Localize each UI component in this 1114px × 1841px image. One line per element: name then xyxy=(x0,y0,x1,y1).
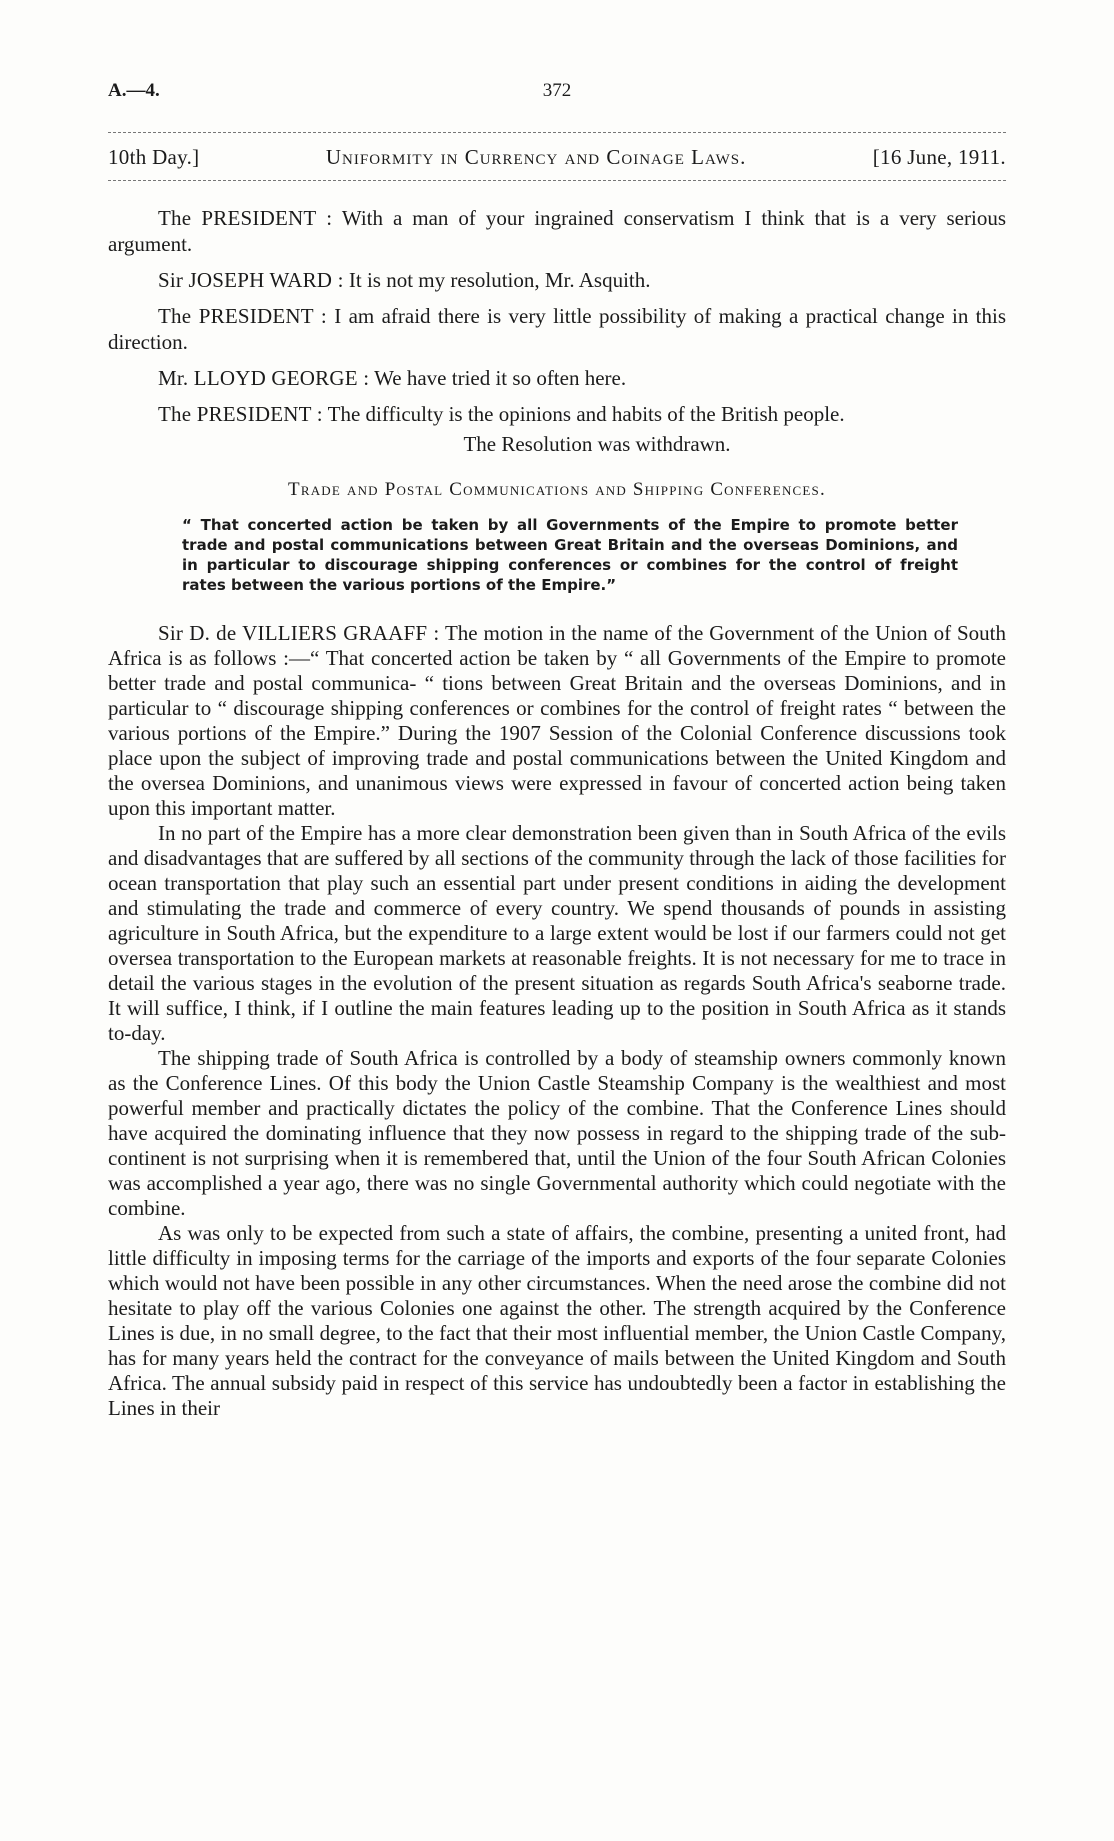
dialogue-entry xyxy=(108,401,1006,427)
document-reference: A.—4. xyxy=(108,80,160,101)
dialogue-text: We have tried it so often here. xyxy=(374,366,627,390)
dialogue-entry xyxy=(108,205,1006,257)
speech-paragraph: The shipping trade of South Africa is controlled by a body of steamship owners commonly known as the Conference Lines. Of this body the Union Castle Steamship Company is the wealthiest and most powerful member and practically dictates the policy of the combine. That the Conference Lines should have acquired the dominating influence that they now possess in regard to the shipping trade of the sub-continent is not surprising when it is remembered that, until the Union of the four South African Colonies was accomplished a year ago, there was no single Governmental authority which could negotiate with the combine. xyxy=(108,1046,1006,1220)
page-number: 372 xyxy=(542,80,572,101)
speech-paragraph: As was only to be expected from such a state of affairs, the combine, presenting a united front, had little difficulty in imposing terms for the carriage of the imports and exports of the four separate Colonies which would not have been possible in any other circumstances. When the need arose the combine did not hesitate to play off the various Colonies one against the other. The strength acquired by the Conference Lines is due, in no small degree, to the fact that their most influential member, the Union Castle Company, has for many years held the contract for the conveyance of mails between the United Kingdom and South Africa. The annual subsidy paid in respect of this service has undoubtedly been a factor in establishing the Lines in their xyxy=(108,1221,1006,1420)
dialogue-text: The difficulty is the opinions and habits of the British people. xyxy=(327,402,845,426)
speech-paragraph xyxy=(108,621,1006,821)
header-day: 10th Day.] xyxy=(108,145,200,169)
speaker-name: The PRESIDENT : xyxy=(158,402,323,426)
top-line xyxy=(108,80,1006,110)
speaker-name: Sir JOSEPH WARD : xyxy=(158,268,344,292)
speaker-name: The PRESIDENT : xyxy=(158,304,327,328)
dialogue-entry xyxy=(108,303,1006,355)
dialogue-text: With a man of your ingrained conservatism I think that is a very serious argument. xyxy=(108,206,1007,256)
speaker-name: Mr. LLOYD GEORGE : xyxy=(158,366,370,390)
dialogue-text: I am afraid there is very little possibility of making a practical change in this direction. xyxy=(108,304,1006,354)
dialogue-text: It is not my resolution, Mr. Asquith. xyxy=(348,268,651,292)
document-page xyxy=(108,80,1006,1421)
speech-text: The motion in the name of the Government of the Union of South Africa is as follows :—“ That concerted action be taken by “ all Governments of the Empire to promote better trade and postal communica- “ tions between Great Britain and the overseas Dominions, and in particular to “ discourage shipping conferences or combines for the control of freight rates “ between the various portions of the Empire.” During the 1907 Session of the Colonial Conference discussions took place upon the subject of improving trade and postal communications between the United Kingdom and the oversea Dominions, and unanimous views were expressed in favour of concerted action being taken upon this important matter. xyxy=(108,621,1007,820)
speaker-name: The PRESIDENT : xyxy=(158,206,333,230)
dialogue-entry xyxy=(108,267,1006,293)
resolution-withdrawn-note: The Resolution was withdrawn. xyxy=(463,432,731,456)
header-date: [16 June, 1911. xyxy=(872,145,1006,169)
speaker-name: Sir D. de VILLIERS GRAAFF : xyxy=(158,621,440,645)
running-header xyxy=(108,133,1006,180)
speech-paragraph: In no part of the Empire has a more clear demonstration been given than in South Africa of the evils and disadvantages that are suffered by all sections of the community through the lack of those facilities for ocean transportation that play such an essential part under present conditions in aiding the development and stimulating the trade and commerce of every country. We spend thousands of pounds in assisting agriculture in South Africa, but the expenditure to a large extent would be lost if our farmers could not get oversea transportation to the European markets at reasonable freights. It is not necessary for me to trace in detail the various stages in the evolution of the present situation as regards South Africa's seaborne trade. It will suffice, I think, if I outline the main features leading up to the position in South Africa as it stands to-day. xyxy=(108,821,1006,1045)
section-title: Trade and Postal Communications and Shipping Conferences. xyxy=(288,479,826,500)
resolution-text: “ That concerted action be taken by all Governments of the Empire to promote better trade and postal communications between Great Britain and the overseas Dominions, and in particular to discourage shipping conferences or combines for the control of freight rates between the various portions of the Empire.” xyxy=(182,516,958,594)
header-rule-bottom xyxy=(108,180,1006,181)
dialogue-entry xyxy=(108,365,1006,391)
header-title: Uniformity in Currency and Coinage Laws. xyxy=(325,145,747,169)
